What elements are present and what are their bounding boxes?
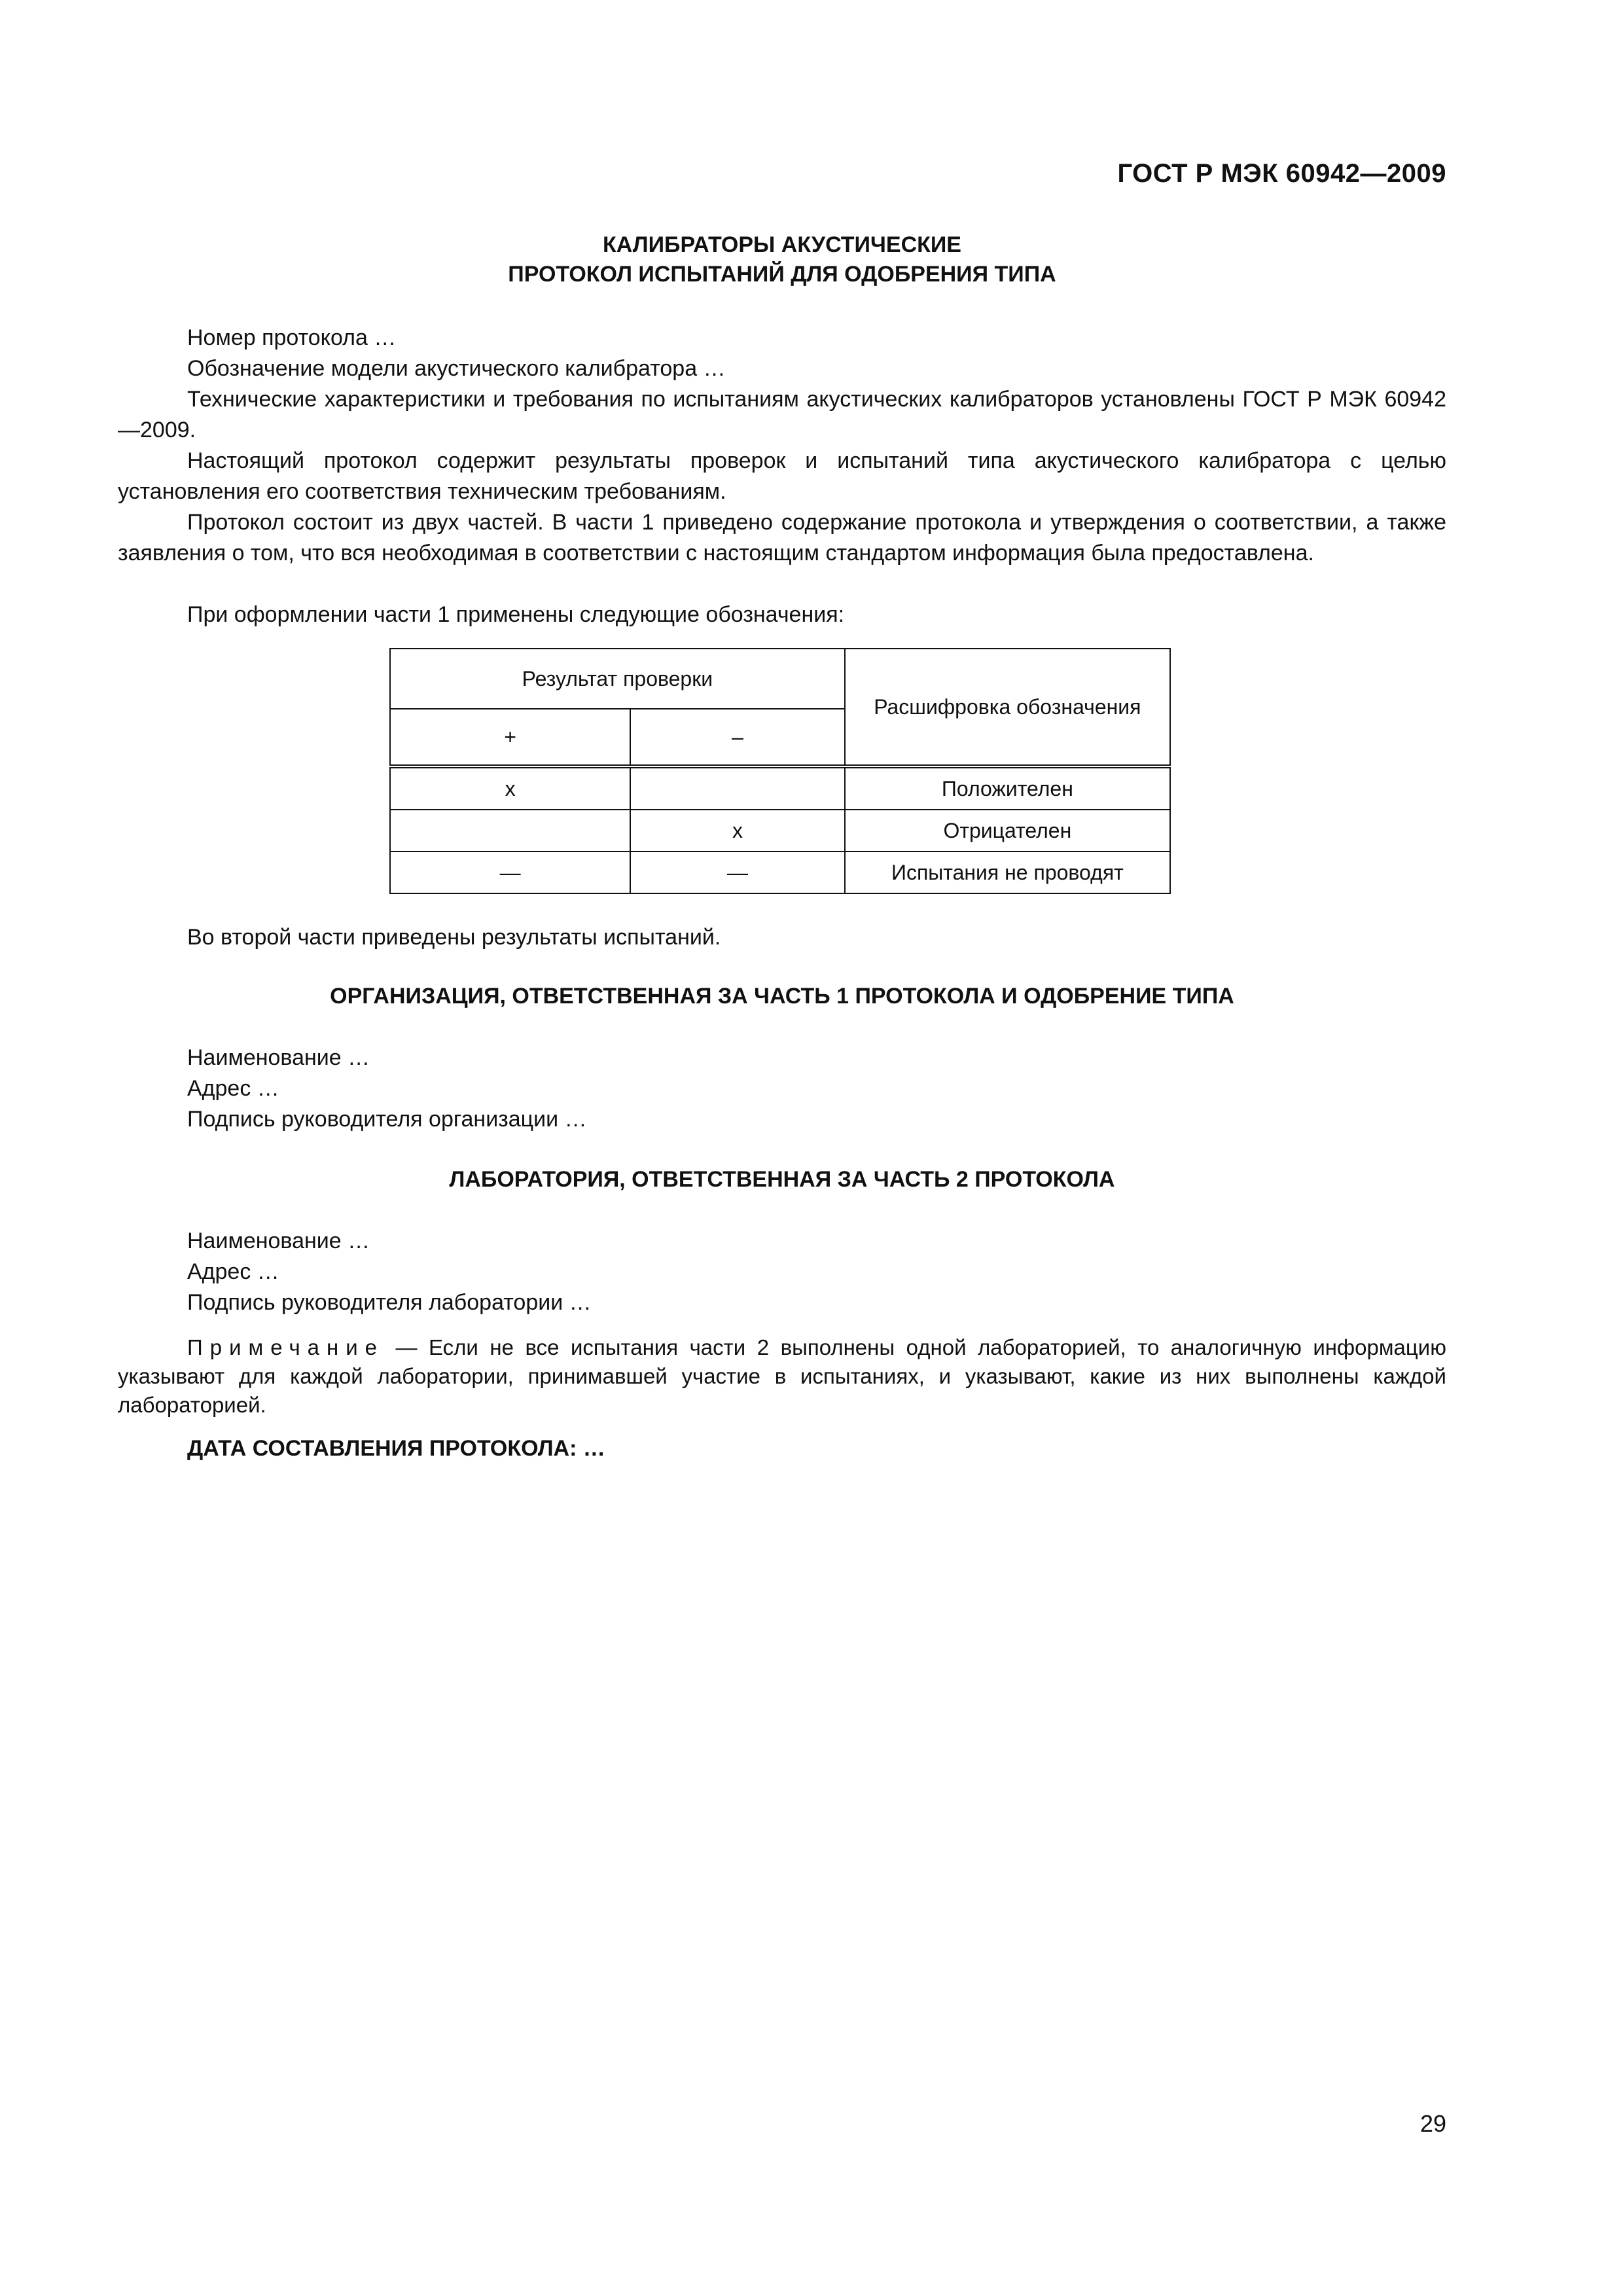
org-address-line: Адрес … bbox=[187, 1076, 279, 1101]
org-signature-line: Подпись руководителя организации … bbox=[187, 1107, 587, 1132]
cell-minus: x bbox=[630, 810, 845, 852]
page-number: 29 bbox=[1419, 2110, 1446, 2137]
protocol-number-line: Номер протокола … bbox=[187, 325, 397, 350]
lab-address-line: Адрес … bbox=[187, 1259, 279, 1284]
cell-meaning: Отрицателен bbox=[845, 810, 1170, 852]
note-label: Примечание bbox=[187, 1335, 385, 1359]
header-plus: + bbox=[390, 709, 630, 766]
table-row bbox=[390, 766, 1170, 810]
document-id: ГОСТ Р МЭК 60942—2009 bbox=[1117, 159, 1446, 188]
note-text: — Если не все испытания части 2 выполнены одной лабораторией, то аналогичную информацию указывают для каждой лаборатории, принимавшей участие в испытаниях, и указывают, какие из них выполнены каждой лабораторией. bbox=[118, 1335, 1446, 1417]
cell-plus bbox=[390, 810, 630, 852]
cell-meaning: Положителен bbox=[845, 766, 1170, 810]
designations-line: При оформлении части 1 применены следующие обозначения: bbox=[187, 602, 845, 627]
cell-meaning: Испытания не проводят bbox=[845, 852, 1170, 893]
table-row bbox=[390, 810, 1170, 852]
legend-table bbox=[389, 648, 1171, 894]
table-row bbox=[390, 852, 1170, 893]
org-name-line: Наименование … bbox=[187, 1045, 370, 1070]
spec-paragraph: Технические характеристики и требования по испытаниям акустических калибраторов установлены ГОСТ Р МЭК 60942—2009. bbox=[118, 387, 1446, 442]
title-line-2: ПРОТОКОЛ ИСПЫТАНИЙ ДЛЯ ОДОБРЕНИЯ ТИПА bbox=[508, 262, 1056, 287]
parts-paragraph: Протокол состоит из двух частей. В части 1 приведено содержание протокола и утверждения о соответствии, а также заявления о том, что вся необходимая в соответствии с настоящим стандартом информация была предоставлена. bbox=[118, 510, 1446, 565]
content-paragraph: Настоящий протокол содержит результаты проверок и испытаний типа акустического калибратора с целью установления его соответствия техническим требованиям. bbox=[118, 448, 1446, 504]
lab-heading: ЛАБОРАТОРИЯ, ОТВЕТСТВЕННАЯ ЗА ЧАСТЬ 2 ПРОТОКОЛА bbox=[449, 1167, 1115, 1192]
org-heading: ОРГАНИЗАЦИЯ, ОТВЕТСТВЕННАЯ ЗА ЧАСТЬ 1 ПРОТОКОЛА И ОДОБРЕНИЕ ТИПА bbox=[330, 984, 1234, 1009]
cell-minus bbox=[630, 766, 845, 810]
date-line: ДАТА СОСТАВЛЕНИЯ ПРОТОКОЛА: … bbox=[187, 1436, 605, 1461]
model-line: Обозначение модели акустического калибратора … bbox=[187, 356, 726, 381]
cell-plus: — bbox=[390, 852, 630, 893]
note-paragraph bbox=[118, 1333, 1446, 1420]
title-line-1: КАЛИБРАТОРЫ АКУСТИЧЕСКИЕ bbox=[603, 232, 961, 257]
header-result: Результат проверки bbox=[390, 649, 845, 709]
part2-line: Во второй части приведены результаты испытаний. bbox=[187, 925, 721, 950]
lab-signature-line: Подпись руководителя лаборатории … bbox=[187, 1290, 592, 1315]
cell-plus: x bbox=[390, 766, 630, 810]
cell-minus: — bbox=[630, 852, 845, 893]
header-minus: – bbox=[630, 709, 845, 766]
header-decode: Расшифровка обозначения bbox=[845, 649, 1170, 766]
lab-name-line: Наименование … bbox=[187, 1229, 370, 1253]
